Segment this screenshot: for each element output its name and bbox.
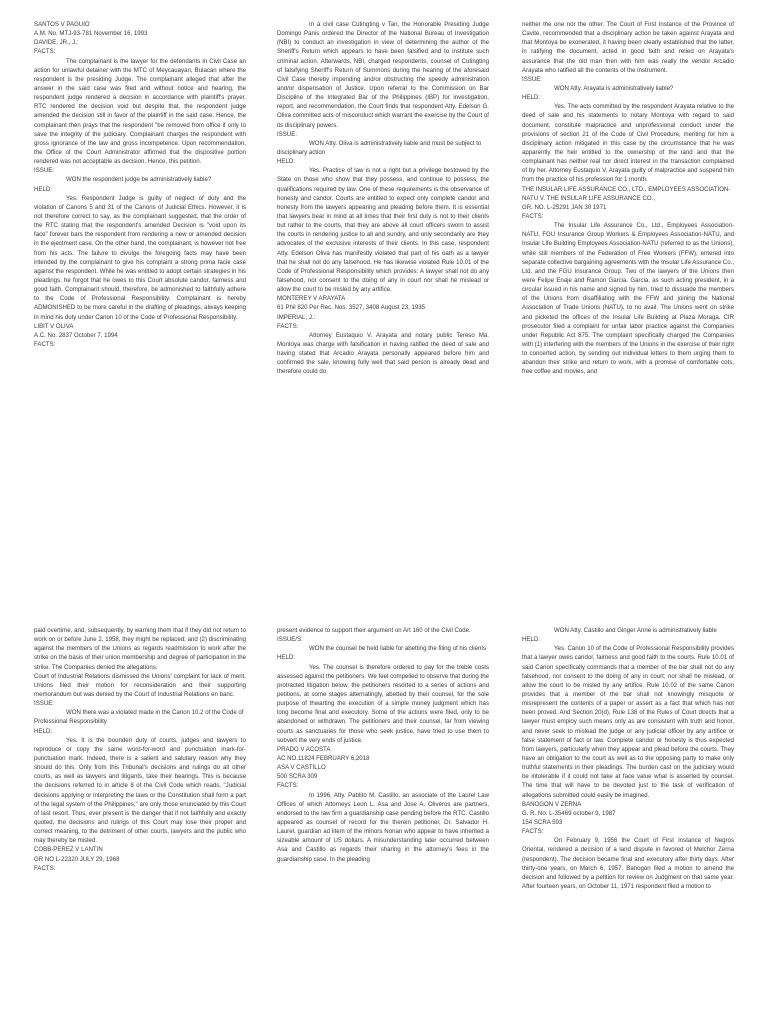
paragraph: neither the one nor the other. The Court of First Instance of the Province of Cavite, recommended that a disciplinary action be taken against Arayata and that Montoya be exonerated, it having been clearly established that the latter, in ratifying the document, acted in good faith and relied on Arayata's assurance that the old man then with him was really the vendor Arcadio Arayata who ratified all the contents of the instrument. <box>522 21 734 74</box>
paragraph: The Insular Life Assurance Co., Ltd., Employees Association-NATU, FGU Insurance Group Workers & Employees Association-NATU, and Insular Life Building Employees Association-NATU (referred to as the Unions), while still members of the Federation of Free Workers (FFW), entered into separate collective bargaining agreements with the Insular Life Assurance Co., Ltd. and the FGU Insurance Group. Two of the lawyers of the Unions then were Felipe Enaje and Ramon Garcia. Garcia, as such acting president, in a circular issued in his name and signed by him, tried to dissuade the members of the Unions from disaffiliating with the FFW and joining the National Association of Trade Unions (NATU), to no avail. The Unions went on strike and picketed the offices of the Insular Life Building at Plaza Moraga. CIR prosecutor filed a complaint for unfair labor practice against the Companies under Republic Act 875. The complaint specifically charged the Companies with (1) interfering with the members of the Unions in the exercise of their right to concerted action, by sending out individual letters to them urging them to abandon their strike and return to work, with a promise of comfortable cots, free coffee and movies, and <box>522 222 734 376</box>
column-middle <box>277 626 489 1024</box>
section-label: ISSUE/S: <box>277 636 303 644</box>
paragraph: Court of Industrial Relations dismissed the Unions' complaint for lack of merit. Unions filed their motion for reconsideration and their supporting memorandum but was denied by the Court of Industrial Relations en banc. <box>34 672 246 698</box>
column-middle <box>277 20 489 520</box>
section-label: HELD: <box>277 654 295 662</box>
case-heading: MONTEREY V ARAYATA 61 Phil 820 Per Rec. Nos. 3527, 3408 August 23, 1935 IMPERIAL, J.: <box>277 295 426 321</box>
paragraph: Yes. Practice of law is not a right but a privilege bestowed by the State on those who show that they possess, and continue to possess, the qualifications required by law. One of these requirements is the observance of honesty and candor. Courts are entitled to expect only complete candor and honesty from the lawyers appearing and pleading before them. It is essential that lawyers bear in mind at all times that their first duty is not to their clients but rather to the courts, that they are above all court officers sworn to assist the courts in rendering justice to all and sundry, and only secondarily are they advocates of the exclusive interests of their clients. In this case, respondent Atty. Edelson Oliva has manifestly violated that part of his oath as a lawyer that he shall not do any falsehood. He has likewise violated Rule 10.01 of the Code of Professional Responsibility which provides: A lawyer shall not do any falsehood, nor consent to the doing of any in court nor shall he mislead or allow the court to be misled by any artifice. <box>277 167 489 294</box>
issue-statement: WON the counsel be held liable for abetting the filing of his clients <box>309 645 487 653</box>
section-label: FACTS: <box>522 828 544 836</box>
paragraph: Yes. It is the bounden duty of courts, judges and lawyers to reproduce or copy the same word-for-word and punctuation mark-for-punctuation mark. Indeed, there is a salient and salutary reason why they should do this. Only from this Tribunal's decisions and rulings do all other courts, as well as lawyers and litigants, take their bearings. This is because the decisions referred to in article 8 of the Civil Code which reads, "Judicial decisions applying or interpreting the laws or the Constitution shall form a part of the legal system of the Philippines," are only those enunciated by this Court of last resort. Thus, ever present is the danger that if not faithfully and exactly quoted, the decisions and rulings of this Court may lose their proper and correct meaning, to the detriment of other courts, lawyers and the public who may thereby be misled. <box>34 736 246 845</box>
section-label: HELD: <box>277 158 295 166</box>
issue-statement: WON there was a violated made in the Canon 10.2 of the Code of Professional Responsibility <box>34 709 244 726</box>
paragraph: paid overtime, and, subsequently, by warning them that if they did not return to work on or before June 2, 1958, they might be replaced; and (2) discriminating against the members of the Unions as regards readmission to work after the strike on the basis of their union membership and degree of participation in the strike. The Companies denied the allegations. <box>34 627 246 671</box>
paragraph: Yes. Canon 10 of the Code of Professional Responsibility provides that a lawyer owes candor, fairness and good faith to the courts. Rule 10.01 of said Canon specifically commands that a member of the bar shall not do any falsehood, nor consent to the doing of any in court; nor shall he mislead, or allow the court to be misled by any artifice. Rule 10.02 of the same Canon provides that a member of the bar shall not knowingly misquote or misrepresent the contents of a paper or assert as a fact that which has not been proved. And Section 20(d), Rule 138 of the Rules of Court directs that a lawyer must employ such means only as are consistent with truth and honor, and never seek to mislead the judge or any judicial officer by any artifice or false statement of fact or law. Complete candor or honesty is thus expected from lawyers, particularly when they appear and plead before the courts. They have an obligation to the court as well as to the opposing party to make only truthful statements in their pleadings. The burden cast on the judiciary would be intolerable if it could not take at face value what is asserted by counsel. The time that will have to be devoted just to the task of verification of allegations submitted could easily be imagined. <box>522 645 734 799</box>
paragraph: Yes. Respondent Judge is guilty of neglect of duty and the violation of Canons 5 and 31 of the Canons of Judicial Ethics. However, it is not therefore correct to say, as the complainant suggested, that the order of the RTC stating that the respondent's amended Decision is "void upon its face" forever bars the respondent from rendering a new or amended decision in the ejectment case. On the other hand, the complainant, is however not free from his acts. The failure to divulge the foregoing facts may have been intended by the complainant to give his complaint a strong prima facie case against the respondent. While he was entitled to adopt certain strategies in his pleadings, he forgot that he owes to this Court absolute candor, fairness and good faith. Complainant should, therefore, be admonished to faithfully adhere to the Code of Professional Responsibility. Complainant is hereby ADMONISHED to be more careful in the drafting of pleadings, always keeping in mind his duty under Canon 10 of the Code of Professional Responsibility. <box>34 194 246 321</box>
section-label: ISSUE: <box>34 700 54 708</box>
case-heading: PRADO V ACOSTA AC NO.11824 FEBRUARY 6,2018 <box>277 745 370 762</box>
issue-statement: WON Atty. Castillo and Ginger Anne is administratively liable <box>554 627 717 634</box>
issue-statement: WON Atty. Arayata is administratively liable? <box>554 84 674 92</box>
case-heading: COBB-PEREZ V LANTIN GR NO L-22320 JULY 29, 1968 <box>34 846 120 863</box>
section-label: ISSUE: <box>522 75 542 83</box>
section-label: HELD: <box>522 636 540 644</box>
section-label: FACTS: <box>277 322 299 330</box>
paragraph: Yes. The acts committed by the respondent Arayata relative to the deed of sale and his statements to notary Montoya with regard to said document, constitute malpractice and unprofessional conduct under the provisions of section 21 of the Code of Civil Procedure, meriting for him a disciplinary action mitigated in this case by the circumstance that he was apparently the heir entitled to the ownership of the land and that the complainant has neither real nor direct interest in the transaction complained of by her. Attorney Eustaquio V. Arayata guilty of malpractice and suspend him from the practice of his profession for 1 month. <box>522 103 734 184</box>
case-heading: BANOGON V ZERNA G. R. No. L-35469 october 9, 1987 154 SCRA 593 <box>522 800 616 826</box>
case-heading: LIBIT V OLIVA A.C. No. 2837 October 7, 1994 <box>34 322 118 339</box>
section-label: FACTS: <box>522 212 544 220</box>
section-label: HELD: <box>34 185 52 193</box>
column-right <box>522 626 734 1024</box>
section-label: FACTS: <box>34 48 56 56</box>
section-label: FACTS: <box>277 782 299 790</box>
section-label: FACTS: <box>34 864 56 872</box>
page-top-section <box>0 20 768 520</box>
section-label: FACTS: <box>34 340 56 348</box>
issue-statement: WON the respondent judge be administratively liable? <box>66 176 212 184</box>
column-left <box>34 626 246 1024</box>
page-bottom-section <box>0 626 768 1024</box>
paragraph: In 1996, Atty. Pablito M. Castillo, an associate of the Laurel Law Offices of which Attorneys Leon L. Asa and Jose A. Oliveros are partners, endorsed to the law firm a guardianship case pending before the RTC. Castillo appeared as counsel of record for the therein petitioner, Dr. Salvador H. Laurel, guardian ad litem of the minors Nonan who appear to have inherited a sizeable amount of US dollars. A misunderstanding later occurred between Asa and Castillo as regards their sharing in the attorney's fees in the guardianship case. In the pleading <box>277 791 489 863</box>
case-heading: SANTOS V PAGUIO A.M. No. MTJ-93-781 November 16, 1993 DAVIDE, JR., J.: <box>34 21 148 47</box>
column-left <box>34 20 246 520</box>
paragraph: Attorney Eustaquio V. Arayata and notary public Tereso Ma. Montoya was charge with falsification in having ratified the deed of sale and having stated that Arcadio Arayata personally appeared before him and confirmed the sale, knowing fully well that said person is already dead and therefore could do <box>277 331 489 376</box>
paragraph: Yes. The counsel is therefore ordered to pay for the treble costs assessed against the petitioners. We feel compelled to observe that during the protracted litigation below, the petitioners resorted to a series of actions and petitions, at some stages alternatingly, abetted by their counsel, for the sole purpose of thwarting the execution of a simple money judgment which has long become final and executory. Some of the actions were filed, only to be abandoned or withdrawn. The petitioners and their counsel, far from viewing courts as sanctuaries for those who seek justice, have tried to use them to subvert the very ends of justice. <box>277 663 489 744</box>
section-label: ISSUE: <box>34 167 54 175</box>
paragraph: In a civil case Cutingting v Tan, the Honorable Presiding Judge Domingo Panis ordered the Director of the National Bureau of Investigation (NBI) to conduct an investigation in view of determining the author of the Sheriff's Return which appears to have been falsified and to institute such criminal action. Afterwards, NBI, charged respondents, counsel of Cutingting of falsifying Sheriff's Return of Summons during the hearing of the aforesaid Civil Case thereby impending and/or obstructing the speedy administration and/or dispensation of Justice. Upon referral to the Commission on Bar Discipline of the Integrated Bar of the Philippines (IBP) for investigation, report, and recommendation, the Court finds that respondent Atty. Edelson G. Oliva committed acts of misconduct which warrant the exercise by the Court of its disciplinary powers. <box>277 21 489 129</box>
section-label: HELD: <box>34 727 52 735</box>
paragraph: The complainant is the lawyer for the defendants in Civil Case an action for unlawful detainer with the MTC of Meycauayan, Bulacan where the respondent is the presiding Judge. The complainant alleged that after the answer in the said case was filed and without notice and hearing, the respondent judge rendered a decision in accordance with plaintiff's prayer. RTC rendered the decision void but despite that, the respondent judge amended the decision still in favor of the plaintiff in the said case. Hence, the complainant then prays that the respondent "be removed from office if only to save the integrity of the judiciary. Complainant charges the respondent with gross ignorance of the law and gross incompetence. Upon recommendation, the Office of the Court Administrator affirmed that the dispositive portion rendered was not acceptable as decision. Hence, this petition. <box>34 57 246 166</box>
case-heading: THE INSULAR LIFE ASSURANCE CO., LTD., EMPLOYEES ASSOCIATION-NATU V. THE INSULAR LIFE ASSURANCE CO., GR. NO. L-25291 JAN 30 1971 <box>522 185 731 211</box>
issue-statement: WON Atty. Oliva is administratively liable and must be subject to disciplinary action <box>277 139 482 156</box>
paragraph: On February 9, 1956 the Court of First Instance of Negros Oriental, rendered a decision of a land dispute in favored of Melchor Zerna (respondent). The decision became final and executory after thirty days. After thirty-one years, on March 6, 1957. Banogon filed a motion to amend the decision and followed by a petition for review on Judgment on that same year. After fourteen years, on October 11, 1971 respondent filed a motion to <box>522 837 734 890</box>
case-heading: ASA V CASTILLO 500 SCRA 309 <box>277 764 326 781</box>
section-label: ISSUE: <box>277 130 297 138</box>
section-label: HELD: <box>522 94 540 102</box>
paragraph: present evidence to support their argument on Art 160 of the Civil Code. <box>277 627 471 634</box>
column-right <box>522 20 734 520</box>
